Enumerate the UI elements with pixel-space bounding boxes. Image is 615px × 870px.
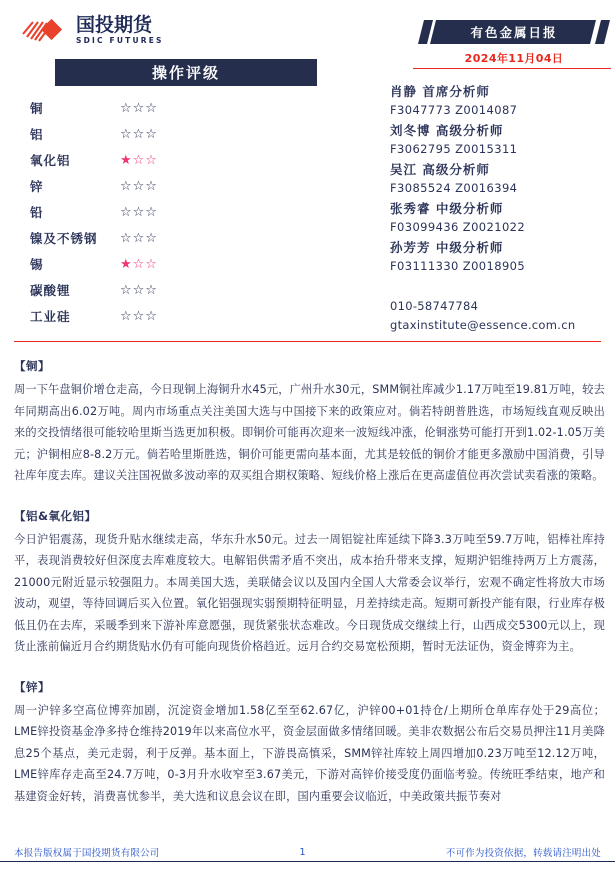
- footer-disclaimer: 不可作为投资依据，转载请注明出处: [445, 848, 601, 859]
- rating-row: [30, 277, 330, 303]
- analyst-name: 孙芳芳 中级分析师: [390, 240, 504, 255]
- rating-list: [30, 95, 330, 329]
- logo-chinese-name: 国投期货: [76, 14, 153, 36]
- rating-stars: ☆☆☆: [120, 178, 158, 194]
- rating-stars: ☆☆☆: [120, 100, 158, 116]
- rating-metal-name: 铜: [30, 101, 44, 116]
- analyst-list: [390, 82, 615, 277]
- banner-title: 有色金属日报: [470, 25, 558, 40]
- analyst-entry: [390, 121, 615, 159]
- rating-row: [30, 225, 330, 251]
- analyst-license-code: F3047773 Z0014087: [390, 103, 518, 117]
- rating-row: [30, 251, 330, 277]
- analyst-name: 张秀睿 中级分析师: [390, 201, 504, 216]
- analyst-entry: [390, 82, 615, 120]
- logo-mark-icon: [22, 16, 70, 44]
- section-title: 【锌】: [14, 679, 50, 694]
- report-body: [14, 355, 605, 825]
- rating-metal-name: 锌: [30, 179, 44, 194]
- rating-metal-name: 铝: [30, 127, 44, 142]
- rating-stars: ★☆☆: [120, 256, 158, 272]
- sdic-futures-logo: [22, 16, 164, 45]
- rating-stars: ☆☆☆: [120, 204, 158, 220]
- header-divider: [14, 341, 601, 342]
- rating-metal-name: 氧化铝: [30, 153, 71, 168]
- contact-phone: 010-58747784: [390, 299, 479, 313]
- contact-block: [390, 297, 615, 335]
- logo-text: [76, 16, 164, 45]
- analyst-license-code: F3085524 Z0016394: [390, 181, 518, 195]
- rating-stars: ☆☆☆: [120, 282, 158, 298]
- footer-copyright: 本报告版权属于国投期货有限公司: [14, 848, 160, 859]
- rating-row: [30, 147, 330, 173]
- contact-email[interactable]: gtaxinstitute@essence.com.cn: [390, 318, 576, 332]
- footer-page-number: 1: [299, 846, 306, 858]
- rating-row: [30, 121, 330, 147]
- page-footer: [14, 845, 601, 859]
- rating-metal-name: 锡: [30, 257, 44, 272]
- rating-metal-name: 碳酸锂: [30, 283, 71, 298]
- rating-metal-name: 工业硅: [30, 309, 71, 324]
- rating-stars: ☆☆☆: [120, 308, 158, 324]
- date-divider: [413, 68, 611, 69]
- rating-panel-title: 操作评级: [55, 59, 317, 86]
- report-type-banner: [421, 20, 607, 44]
- rating-row: [30, 173, 330, 199]
- analyst-name: 吴江 高级分析师: [390, 162, 490, 177]
- rating-row: [30, 95, 330, 121]
- analyst-name: 肖静 首席分析师: [390, 84, 490, 99]
- analyst-license-code: F3062795 Z0015311: [390, 142, 518, 156]
- section-paragraph: 周一下午盘铜价增仓走高，今日现铜上海铜升水45元，广州升水30元，SMM铜社库减少1.17万吨至19.81万吨，较去年同期高出6.02万吨。周内市场重点关注美国大选与中国接下来的政策应对。倘若特朗普胜选，市场短线直观反映出来的交投情绪很可能较哈里斯当选更加积极。即铜价可能再次迎来一波短线冲涨，伦铜涨势可能打开到1.02-1.05万美元；沪铜相应8-8.2万元。倘若哈里斯胜选，铜价可能更需向基本面，尤其是较低的铜价才能更多激励中国消费，引导社库年度去库。建议关注国祝做多波动率的双买组合期权策略、短线价格上涨后在更高虚值位再次尝试卖看涨的策略。: [14, 383, 605, 482]
- rating-metal-name: 镍及不锈钢: [30, 231, 98, 246]
- analyst-name: 刘冬博 高级分析师: [390, 123, 504, 138]
- section-title: 【铜】: [14, 359, 50, 373]
- rating-stars: ★☆☆: [120, 152, 158, 168]
- analyst-license-code: F03099436 Z0021022: [390, 220, 526, 234]
- analyst-license-code: F03111330 Z0018905: [390, 259, 526, 273]
- rating-row: [30, 303, 330, 329]
- footer-divider: [0, 861, 615, 862]
- analyst-entry: [390, 160, 615, 198]
- rating-stars: ☆☆☆: [120, 126, 158, 142]
- analyst-entry: [390, 199, 615, 237]
- section-title: 【铝&氧化铝】: [14, 508, 97, 523]
- logo-english-name: SDIC FUTURES: [76, 36, 164, 45]
- report-date: 2024年11月04日: [464, 52, 564, 65]
- analyst-entry: [390, 238, 615, 276]
- rating-metal-name: 铅: [30, 205, 44, 220]
- rating-row: [30, 199, 330, 225]
- rating-stars: ☆☆☆: [120, 230, 158, 246]
- report-header: [0, 0, 615, 338]
- section-paragraph: 周一沪锌多空高位博弈加剧，沉淀资金增加1.58亿至至62.67亿，沪锌00+01持仓/上期所仓单库存处于29高位；LME锌投资基金净多持仓维持2019年以来高位水平，资金层面做多情绪回暖。美非农数据公布后交易员押注11月美降息25个基点，美元走弱，利于反弹。基本面上，下游畏高慎采，SMM锌社库较上周四增加0.23万吨至12.12万吨，LME锌库存走高至24.7万吨，0-3月升水收窄至3.67美元，下游对高锌价接受度仍面临考验。传统旺季结束，地产和基建资金好转，消费喜忧参半，美大选和议息会议在即，国内重要会议临近，中美政策共振节奏对: [14, 703, 605, 803]
- section-paragraph: 今日沪铝震荡，现货升贴水继续走高，华东升水50元。过去一周铝锭社库延续下降3.3万吨至59.7万吨，铝棒社库持平，表现消费较好但深度去库难度较大。电解铝供需矛盾不突出，成本抬升带来支撑，短期沪铝维持两万上方震荡，21000元附近显示较强阻力。本周美国大选，美联储会议以及国内全国人大常委会议举行，宏观不确定性将放大市场波动，观望，等待回调后买入位置。氧化铝强现实弱预期特征明显，月差持续走高。短期可新投产能有限，行业库存极低且仍在去库，采暖季到来下游补库意愿强，现货紧张状态难改。今日现货成交继续上行，山西成交5300元以上，现货止涨前偏近月合约期货贴水仍有可能向现货价格趋近。远月合约交易宽松预期，暂时无法证伪，资金博弈为主。: [14, 532, 605, 653]
